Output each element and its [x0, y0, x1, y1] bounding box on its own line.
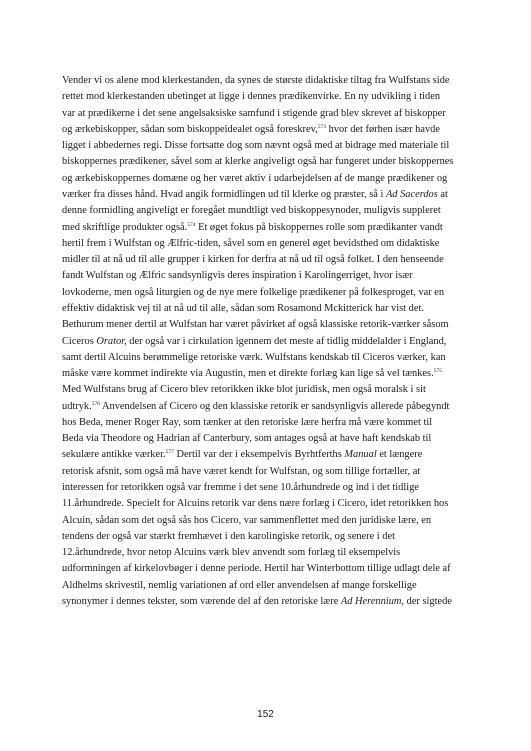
italic-title: Manual — [344, 449, 377, 461]
text-segment: biskoppernes prædikener, såvel som at klerke angiveligt også har fungeret under biskoppernes — [62, 156, 454, 168]
text-segment: med skriftlige produkter også. — [62, 221, 188, 233]
text-segment: hvor det førhen især havde — [325, 123, 440, 135]
footnote-marker: 577 — [165, 449, 174, 456]
footnote-marker: 576 — [91, 400, 100, 407]
text-segment: udformningen af kirkelovbøger i denne periode. Hertil har Winterbottom tillige udlagt dele af — [62, 563, 451, 575]
footnote-marker: 575 — [433, 368, 442, 375]
text-segment: og ærkebiskopper, sådan som biskoppeidealet også foreskrev, — [62, 123, 318, 135]
text-segment: synonymer i dennes tekster, som værende del af den retoriske lære — [62, 596, 341, 607]
text-segment: et længere — [376, 449, 423, 461]
text-line — [62, 545, 470, 561]
text-segment: lovkoderne, men også liturgien og de nye mere folkelige prædikener på folkesproget, var en — [62, 286, 445, 298]
italic-title: Orator, — [96, 335, 127, 347]
text-line — [62, 89, 470, 105]
text-line — [62, 236, 470, 252]
text-line — [62, 561, 470, 577]
text-segment: , der sigtede — [401, 596, 452, 607]
text-segment: Beda via Theodore og Hadrian af Canterbury, som antages også at have haft kendskab til — [62, 433, 432, 445]
text-line — [62, 350, 470, 366]
text-segment: var at prædikerne i det sene angelsaksiske samfund i stigende grad blev skrevet af biskopper — [62, 107, 446, 119]
text-line — [62, 317, 470, 333]
text-line — [62, 138, 470, 154]
text-segment: værker fra disses hånd. Hvad angik formidlingen ud til klerke og præster, så i — [62, 188, 386, 200]
text-line — [62, 578, 470, 594]
text-segment: Dertil var der i eksempelvis Byrhtferths — [173, 449, 345, 461]
text-line — [62, 122, 470, 138]
footnote-marker: 574 — [187, 221, 196, 228]
text-segment: denne formidling angiveligt er foregået mundtligt ved biskoppesynoder, muligvis suppleret — [62, 205, 441, 217]
text-line — [62, 187, 470, 203]
text-segment: hertil frem i Wulfstan og Ælfric-tiden, såvel som en generel øget bevidsthed om didaktiske — [62, 237, 440, 249]
text-line — [62, 431, 470, 447]
text-segment: fandt Wulfstan og Ælfric sandsynligvis deres inspiration i Karolingerriget, hvor især — [62, 270, 413, 282]
text-segment: Bethurum mener dertil at Wulfstan har været påvirket af også klassiske retorik-værker såsom — [62, 319, 449, 331]
text-line — [62, 464, 470, 480]
italic-title: Ad Sacerdos — [385, 188, 438, 200]
text-segment: Ciceros — [62, 335, 97, 347]
text-line — [62, 594, 470, 610]
text-line — [62, 301, 470, 317]
text-segment: effektiv didaktisk vej til at nå ud til alle, sådan som Rosamond Mckitterick har vist det. — [62, 302, 424, 314]
text-line — [62, 382, 470, 398]
text-line — [62, 513, 470, 529]
text-line — [62, 334, 470, 350]
text-line — [62, 415, 470, 431]
text-line — [62, 171, 470, 187]
text-line — [62, 529, 470, 545]
text-segment: Et øget fokus på biskoppernes rolle som prædikanter vandt — [195, 221, 443, 233]
text-segment: midler til at nå ud til alle grupper i kirken for derfra at nå ud til også folket. I den henseende — [62, 254, 444, 266]
page-number: 152 — [257, 709, 274, 720]
text-segment: udtryk. — [62, 400, 92, 412]
text-segment: rettet mod klerkestanden ubetinget at ligge i dennes prædikenvirke. En ny udvikling i tiden — [62, 91, 441, 103]
text-segment: Med Wulfstans brug af Cicero blev retorikken ikke blot juridisk, men også moralsk i sit — [62, 384, 426, 396]
text-line — [62, 252, 470, 268]
text-line — [62, 496, 470, 512]
text-line — [62, 268, 470, 284]
text-line — [62, 285, 470, 301]
text-line — [62, 73, 470, 89]
text-segment: sekulære antikke værker. — [62, 449, 166, 461]
body-text — [62, 73, 470, 610]
text-segment: og ærkebiskoppernes domæne og her været aktiv i udarbejdelsen af de mange prædikener og — [62, 172, 448, 184]
text-segment: hos Beda, mener Roger Ray, som tænker at den retoriske lære herfra må være kommet til — [62, 416, 433, 428]
text-segment: Vender vi os alene mod klerkestanden, da synes de største didaktiske tiltag fra Wulfstans side — [62, 75, 450, 86]
text-segment: måske være kommet indirekte via Augustin, men et direkte forlæg kan lige så vel tænkes. — [62, 368, 434, 380]
text-segment: 12.århundrede, hvor netop Alcuins værk blev anvendt som forlæg til eksempelvis — [62, 547, 401, 559]
text-line — [62, 366, 470, 382]
text-segment: samt dertil Alcuins berømmelige retoriske værk. Wulfstans kendskab til Ciceros værker, kan — [62, 351, 446, 363]
text-line — [62, 480, 470, 496]
text-segment: tendens der også var stærkt fremhævet i den karolingiske retorik, og senere i det — [62, 530, 395, 542]
text-segment: 11.århundrede. Specielt for Alcuins retorik var dens nære forlæg i Cicero, idet retorikken hos — [62, 498, 449, 510]
text-segment: ligget i abbedernes regi. Disse fortsatte dog som nævnt også med at bidrage med materiale til — [62, 140, 450, 152]
text-segment: retorisk afsnit, som også må have været kendt for Wulfstan, og som tillige fortæller, at — [62, 465, 421, 477]
text-segment: interessen for retorikken også var fremme i det sene 10.århundrede og ind i det tidlige — [62, 482, 419, 494]
text-segment: Anvendelsen af Cicero og den klassiske retorik er sandsynligvis allerede påbegyndt — [99, 400, 450, 412]
text-line — [62, 220, 470, 236]
text-line — [62, 154, 470, 170]
text-line — [62, 106, 470, 122]
text-line — [62, 203, 470, 219]
text-segment: Alcuin, sådan som det også sås hos Cicero, var sammenflettet med den juridiske lære, en — [62, 514, 432, 526]
text-line — [62, 447, 470, 463]
italic-title: Ad Herennium — [340, 596, 402, 607]
text-segment: Aldhelms skrivestil, nemlig variationen af ord eller anvendelsen af mange forskellige — [62, 579, 417, 591]
text-segment: der også var i cirkulation igennem det meste af tidlig middelalder i England, — [126, 335, 447, 347]
text-line — [62, 399, 470, 415]
footnote-marker: 573 — [317, 123, 326, 130]
text-segment: at — [437, 188, 448, 200]
